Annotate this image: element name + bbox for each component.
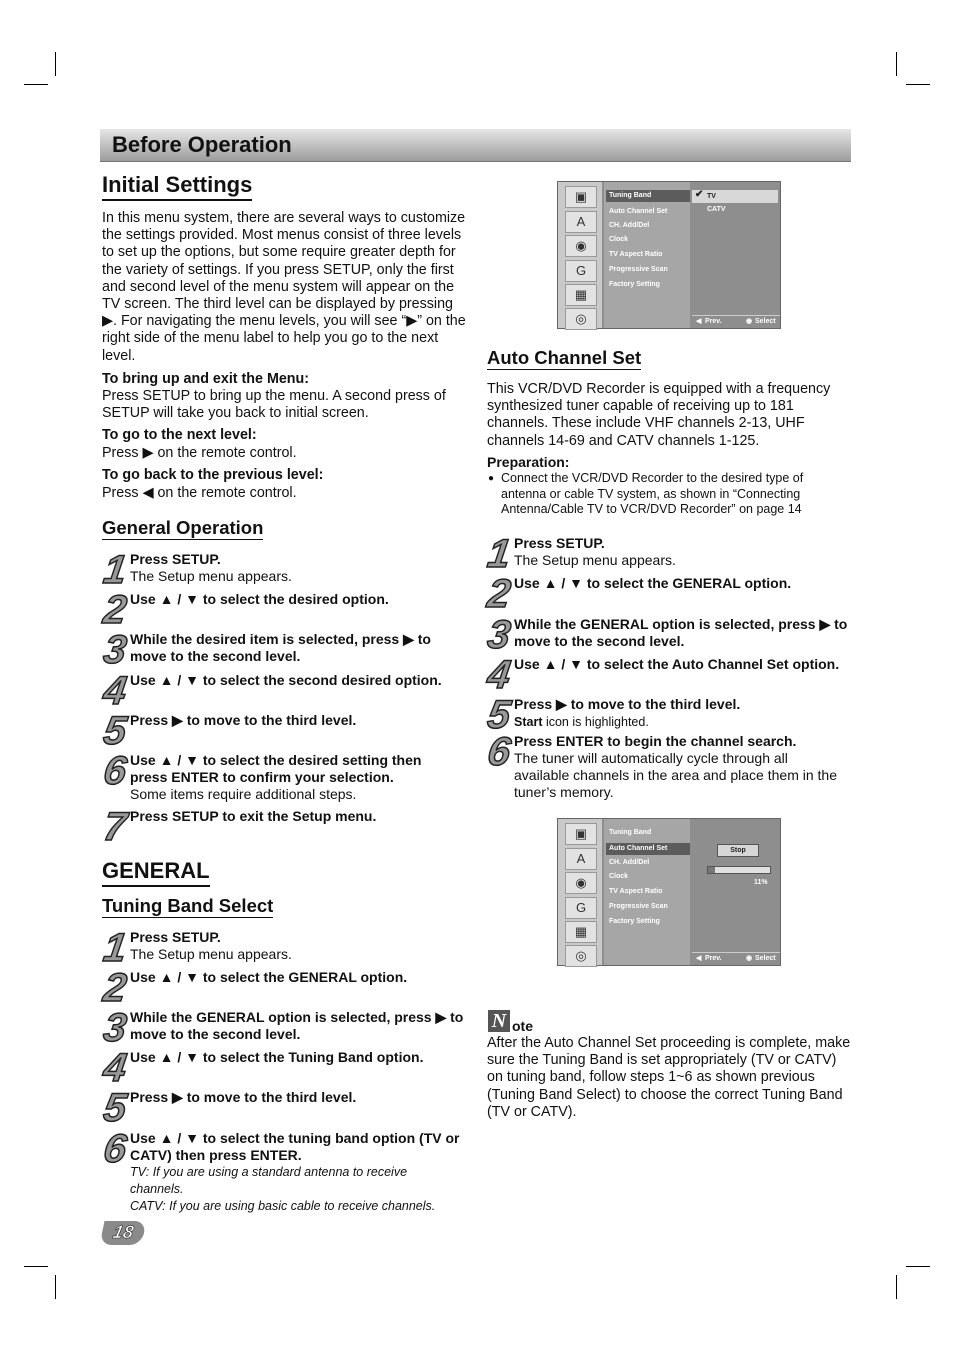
step-text xyxy=(514,575,849,592)
step-text xyxy=(130,1130,460,1215)
intro-paragraph: In this menu system, there are several ways to customize the settings provided. Most menus consist of three levels to set up the options, but some require greater depth for the variety of settings. If you press SETUP, only the first and second level of the menu system will appear on the TV screen. The third level can be displayed by pressing ▶. For navigating the menu levels, you will see “▶” on the right side of the menu label to help you go to the next level. xyxy=(102,210,466,364)
step-number: 5 xyxy=(100,709,130,753)
menu-item: Tuning Band xyxy=(609,829,652,836)
step-number: 2 xyxy=(100,588,130,632)
step-text xyxy=(130,1049,460,1066)
page-number: 18 xyxy=(111,1222,136,1242)
step-detail xyxy=(514,715,649,729)
step-number: 3 xyxy=(484,613,514,657)
crop-mark xyxy=(55,1275,56,1299)
preparation-text: ● Connect the VCR/DVD Recorder to the desired type of antenna or cable TV system, as shown in “Connecting Antenna/Cable TV to VCR/DVD Recorder” on page 14 xyxy=(501,471,826,518)
prev-level-text: Press ◀ on the remote control. xyxy=(102,485,297,501)
step-bold: While the desired item is selected, press ▶ to move to the second level. xyxy=(130,631,431,664)
step-number: 4 xyxy=(100,1046,130,1090)
select-icon: ◉ xyxy=(746,318,753,325)
audio-icon: ◉ xyxy=(565,872,597,894)
step-text xyxy=(130,551,460,585)
language-icon: A xyxy=(565,848,597,870)
start-rest: icon is highlighted. xyxy=(542,715,649,729)
bring-up-label: To bring up and exit the Menu: xyxy=(102,371,310,387)
step-number: 3 xyxy=(100,628,130,672)
menu-footer xyxy=(692,953,780,965)
step-text xyxy=(514,733,844,801)
select-label: Select xyxy=(755,318,776,325)
setup-menu-auto-channel xyxy=(557,818,781,966)
menu-item: Tuning Band xyxy=(609,192,652,199)
step-text xyxy=(514,616,849,650)
tuning-band-title: Tuning Band Select xyxy=(102,895,274,916)
auto-channel-intro: This VCR/DVD Recorder is equipped with a frequency synthesized tuner capable of receiving up to 181 channels. These include VHF channels 2-13, UHF channels 14-69 and CATV channels 1-125. xyxy=(487,381,831,449)
section-banner xyxy=(100,129,851,162)
stop-button: Stop xyxy=(717,844,759,857)
section-title: Before Operation xyxy=(112,132,292,157)
step-text xyxy=(130,969,460,986)
step-number: 4 xyxy=(100,669,130,713)
crop-mark xyxy=(906,1266,930,1267)
menu-item: Auto Channel Set xyxy=(609,845,668,852)
step-bold: Press ▶ to move to the third level. xyxy=(514,696,741,712)
step-bold: Use ▲ / ▼ to select the Tuning Band option. xyxy=(130,1049,424,1065)
prev-label: Prev. xyxy=(705,318,722,325)
step-text xyxy=(130,591,460,608)
crop-mark xyxy=(896,52,897,76)
menu-item: Factory Setting xyxy=(609,281,660,288)
progress-track xyxy=(707,866,771,874)
start-word: Start xyxy=(514,715,543,729)
step-text xyxy=(514,656,854,673)
lock-icon: G xyxy=(565,260,597,282)
prev-label: Prev. xyxy=(705,955,722,962)
step-bold: Press SETUP. xyxy=(130,551,221,567)
step-number: 1 xyxy=(100,548,130,592)
audio-icon: ◉ xyxy=(565,235,597,257)
step-bold: While the GENERAL option is selected, press ▶ to move to the second level. xyxy=(130,1009,464,1042)
menu-item: TV Aspect Ratio xyxy=(609,888,663,895)
step-text xyxy=(130,1089,460,1106)
note-text: After the Auto Channel Set proceeding is complete, make sure the Tuning Band is set appropriately (TV or CATV) on tuning band, follow steps 1~6 as shown previous (Tuning Band Select) to choose the correct Tuning Band (TV or CATV). xyxy=(487,1035,851,1120)
general-icon: ▣ xyxy=(565,186,597,208)
step-bold: Press SETUP to exit the Setup menu. xyxy=(130,808,377,824)
menu-item: TV Aspect Ratio xyxy=(609,251,663,258)
step-text xyxy=(130,631,460,665)
prev-level-label: To go back to the previous level: xyxy=(102,467,324,483)
step-number: 1 xyxy=(100,926,130,970)
option-highlight xyxy=(692,190,778,203)
step-number: 4 xyxy=(484,653,514,697)
option-catv: CATV xyxy=(707,206,726,213)
menu-item: Clock xyxy=(609,873,629,880)
step-number: 7 xyxy=(100,805,130,849)
step-number: 3 xyxy=(100,1006,130,1050)
recording-icon: ▦ xyxy=(565,921,597,943)
setup-menu-tuning-band xyxy=(557,181,781,329)
page-number-badge xyxy=(99,1221,146,1245)
menu-item: CH. Add/Del xyxy=(609,222,650,229)
note-icon: N xyxy=(488,1010,510,1032)
menu-item: Clock xyxy=(609,236,629,243)
menu-item: Progressive Scan xyxy=(609,266,668,273)
lock-icon: G xyxy=(565,897,597,919)
next-level-text: Press ▶ on the remote control. xyxy=(102,445,297,461)
menu-item: CH. Add/Del xyxy=(609,859,650,866)
menu-sidebar xyxy=(558,819,602,965)
step-bold: Use ▲ / ▼ to select the Auto Channel Set option. xyxy=(514,656,840,672)
step-bold: While the GENERAL option is selected, press ▶ to move to the second level. xyxy=(514,616,848,649)
step-text xyxy=(130,808,460,825)
disc-icon: ◎ xyxy=(565,945,597,967)
menu-item: Progressive Scan xyxy=(609,903,668,910)
step-detail: The Setup menu appears. xyxy=(130,946,292,962)
check-icon: ✔ xyxy=(695,189,704,200)
crop-mark xyxy=(55,52,56,76)
step-bold: Use ▲ / ▼ to select the desired option. xyxy=(130,591,389,607)
menu-list xyxy=(604,182,690,328)
step-detail: The tuner will automatically cycle through all available channels in the area and place them in the tuner’s memory. xyxy=(514,750,837,800)
menu-footer xyxy=(692,316,780,328)
step-detail: Some items require additional steps. xyxy=(130,786,357,802)
step-number: 1 xyxy=(484,532,514,576)
general-operation-title: General Operation xyxy=(102,517,264,538)
disc-icon: ◎ xyxy=(565,308,597,330)
general-title: GENERAL xyxy=(102,858,210,887)
menu-sidebar xyxy=(558,182,602,328)
step-detail: The Setup menu appears. xyxy=(514,552,676,568)
step-bold: Use ▲ / ▼ to select the desired setting then press ENTER to confirm your selection. xyxy=(130,752,422,785)
menu-item: Factory Setting xyxy=(609,918,660,925)
step-number: 6 xyxy=(484,730,514,774)
step-bold: Press SETUP. xyxy=(130,929,221,945)
language-icon: A xyxy=(565,211,597,233)
menu-list xyxy=(604,819,690,965)
step-text xyxy=(130,929,460,963)
step-bold: Press ENTER to begin the channel search. xyxy=(514,733,797,749)
menu-item: Auto Channel Set xyxy=(609,208,668,215)
general-icon: ▣ xyxy=(565,823,597,845)
step-bold: Press ▶ to move to the third level. xyxy=(130,712,357,728)
step-bold: Press SETUP. xyxy=(514,535,605,551)
next-level-label: To go to the next level: xyxy=(102,427,257,443)
step-number: 5 xyxy=(100,1086,130,1130)
crop-mark xyxy=(896,1275,897,1299)
option-tv: TV xyxy=(707,193,716,200)
step-bold: Use ▲ / ▼ to select the GENERAL option. xyxy=(514,575,792,591)
progress-label: 11% xyxy=(754,879,768,886)
step-detail: The Setup menu appears. xyxy=(130,568,292,584)
step-text xyxy=(130,752,460,803)
select-icon: ◉ xyxy=(746,955,753,962)
tuning-note-tv: TV: If you are using a standard antenna to receive channels. xyxy=(130,1165,408,1196)
initial-settings-title: Initial Settings xyxy=(102,172,252,201)
step-text xyxy=(514,696,849,731)
step-text xyxy=(130,712,460,729)
progress-fill xyxy=(708,867,715,873)
auto-channel-set-title: Auto Channel Set xyxy=(487,347,642,368)
preparation-label: Preparation: xyxy=(487,454,570,470)
step-bold: Use ▲ / ▼ to select the second desired option. xyxy=(130,672,442,688)
recording-icon: ▦ xyxy=(565,284,597,306)
note-label: ote xyxy=(512,1018,533,1034)
select-label: Select xyxy=(755,955,776,962)
step-bold: Use ▲ / ▼ to select the GENERAL option. xyxy=(130,969,408,985)
crop-mark xyxy=(906,84,930,85)
step-number: 6 xyxy=(100,749,130,793)
step-text xyxy=(130,672,460,689)
step-text xyxy=(514,535,849,569)
prev-icon: ◀ xyxy=(696,955,702,962)
tuning-note-catv: CATV: If you are using basic cable to receive channels. xyxy=(130,1199,436,1213)
step-bold: Press ▶ to move to the third level. xyxy=(130,1089,357,1105)
step-number: 2 xyxy=(484,572,514,616)
prev-icon: ◀ xyxy=(696,318,702,325)
step-bold: Use ▲ / ▼ to select the tuning band option (TV or CATV) then press ENTER. xyxy=(130,1130,460,1163)
step-number: 6 xyxy=(100,1127,130,1171)
bring-up-text: Press SETUP to bring up the menu. A second press of SETUP will take you back to initial screen. xyxy=(102,388,446,422)
crop-mark xyxy=(24,1266,48,1267)
step-text xyxy=(130,1009,465,1043)
step-number: 5 xyxy=(484,693,514,737)
crop-mark xyxy=(24,84,48,85)
step-number: 2 xyxy=(100,966,130,1010)
